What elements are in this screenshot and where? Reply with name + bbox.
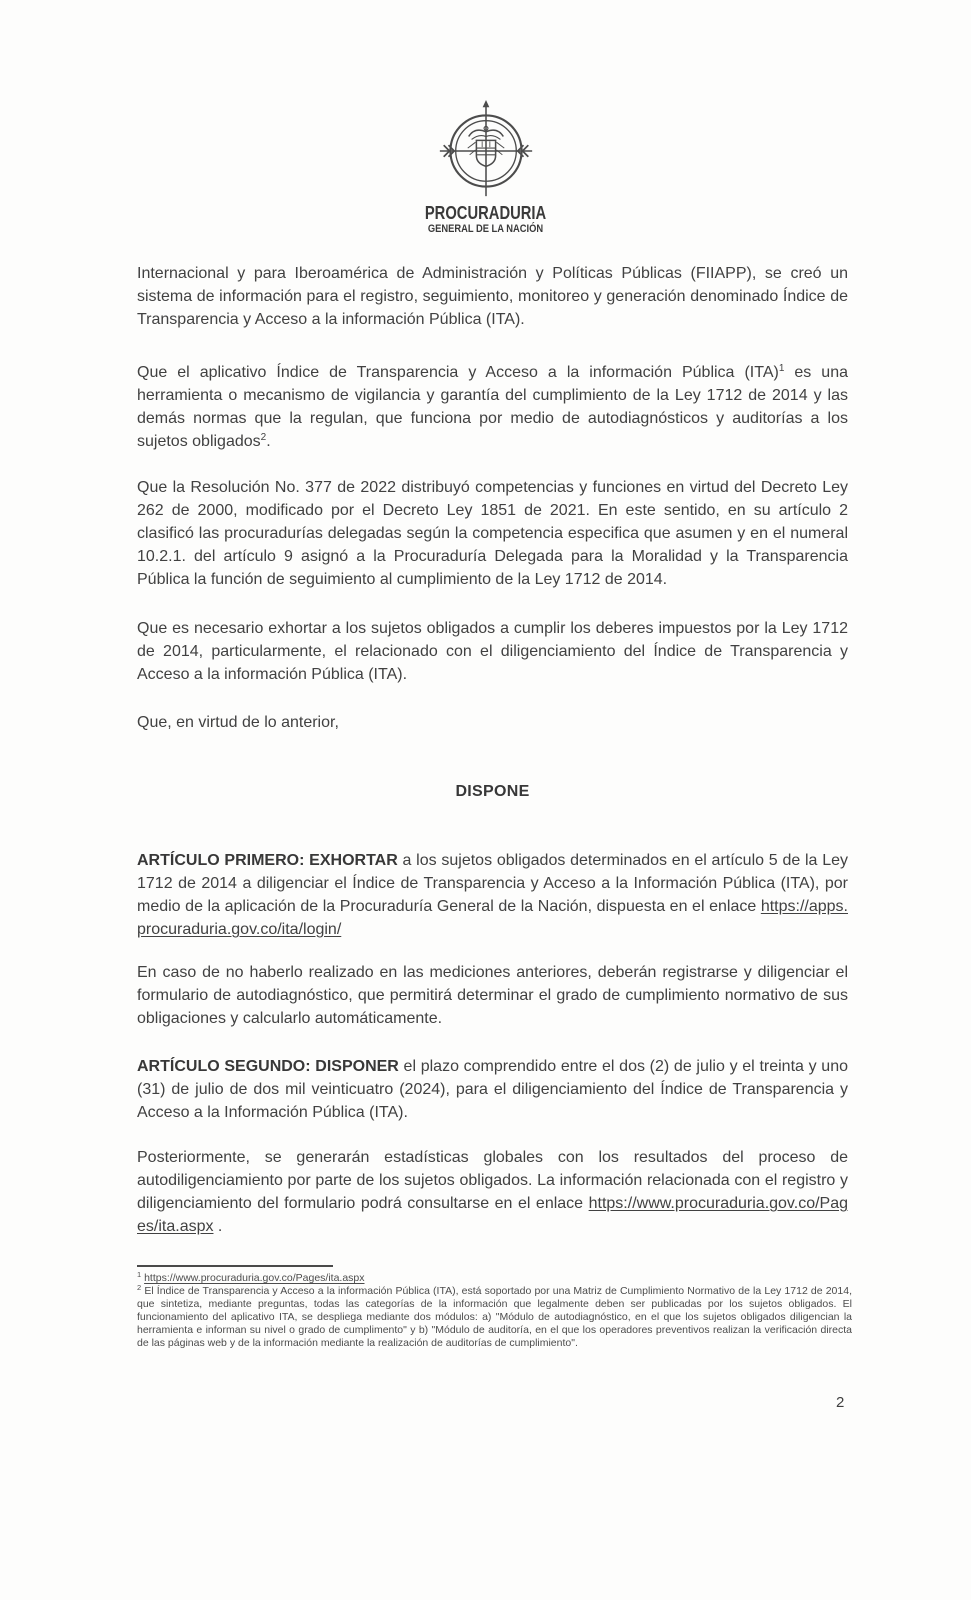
footnote-2 xyxy=(137,1285,852,1350)
paragraph-text: Que el aplicativo Índice de Transparencia y Acceso a la información Pública (ITA) xyxy=(137,364,779,381)
ita-login-link[interactable]: https://apps.procuraduria.gov.co/ita/login/ xyxy=(137,898,848,938)
paragraph-text: . xyxy=(213,1218,223,1235)
paragraph-en-caso xyxy=(137,961,848,1030)
footnote-2-text: El Índice de Transparencia y Acceso a la información Pública (ITA), está soportado por una Matriz de Cumplimiento Normativo de la Ley 1712 de 2014, que sintetiza, mediante preguntas, todas las categorías de la información que legalmente deben ser publicadas por los sujetos obligados. El funcionamiento del aplicativo ITA, se despliega mediante dos módulos: a) "Módulo de autodiagnóstico, en el que los sujetos obligados diligencian la herramienta e informan su nivel o grado de cumplimento" y b) "Módulo de auditoría, en el que los operadores preventivos realizan la verificación directa de las páginas web y de la información mediante la realización de auditorías de cumplimiento". xyxy=(137,1285,852,1349)
page-number: 2 xyxy=(836,1394,845,1411)
footnote-1-link[interactable]: https://www.procuraduria.gov.co/Pages/ita.aspx xyxy=(144,1272,365,1284)
org-name-secondary: GENERAL DE LA NACIÓN xyxy=(427,223,544,235)
articulo-primero-lead: ARTÍCULO PRIMERO: EXHORTAR xyxy=(137,852,398,869)
paragraph-text: el plazo comprendido entre el dos (2) de julio y el treinta y uno (31) de julio de dos mil veinticuatro (2024), para el diligenciamiento del Índice de Transparencia y Acceso a la Información Pública (ITA). xyxy=(137,1058,848,1121)
paragraph-posteriormente xyxy=(137,1146,848,1238)
paragraph-text: es una herramienta o mecanismo de vigilancia y garantía del cumplimiento de la Ley 1712 de 2014 y las demás normas que la regulan, que funciona por medio de autodiagnósticos y auditorías a los sujetos obligados xyxy=(137,364,848,450)
pgn-logo xyxy=(0,100,971,235)
pgn-seal-icon xyxy=(434,100,538,200)
footnote-1 xyxy=(137,1272,852,1285)
paragraph-intro-continuation xyxy=(137,262,848,331)
footnote-ref-2: 2 xyxy=(260,432,267,443)
paragraph-text: Que es necesario exhortar a los sujetos obligados a cumplir los deberes impuestos por la Ley 1712 de 2014, particularmente, el relacionado con el diligenciamiento del Índice de Transparencia y Acceso a la información Pública (ITA). xyxy=(137,620,848,683)
heading-text: DISPONE xyxy=(455,783,530,800)
paragraph-aplicativo-ita xyxy=(137,361,848,453)
ita-pages-link[interactable]: https://www.procuraduria.gov.co/Pages/ita.aspx xyxy=(137,1195,848,1235)
footnote-ref-1: 1 xyxy=(778,363,785,374)
paragraph-text: En caso de no haberlo realizado en las mediciones anteriores, deberán registrarse y diligenciar el formulario de autodiagnóstico, que permitirá determinar el grado de cumplimiento normativo de sus obligaciones y calcularlo automáticamente. xyxy=(137,964,848,1027)
paragraph-resolucion-377 xyxy=(137,476,848,591)
footnote-1-marker: 1 xyxy=(137,1270,142,1279)
org-name-primary: PROCURADURIA xyxy=(424,202,547,223)
paragraph-en-virtud xyxy=(137,711,848,734)
footnote-divider xyxy=(137,1265,333,1267)
paragraph-text: . xyxy=(266,433,271,450)
paragraph-text: Posteriormente, se generarán estadísticas globales con los resultados del proceso de autodiligenciamiento por parte de los sujetos obligados. La información relacionada con el registro y diligenciamiento del formulario podrá consultarse en el enlace xyxy=(137,1149,848,1212)
footnote-2-marker: 2 xyxy=(137,1283,142,1292)
paragraph-exhortar-necesario xyxy=(137,617,848,686)
paragraph-text: a los sujetos obligados determinados en el artículo 5 de la Ley 1712 de 2014 a diligenciar el Índice de Transparencia y Acceso a la Información Pública (ITA), por medio de la aplicación de la Procuraduría General de la Nación, dispuesta en el enlace xyxy=(137,852,849,915)
dispone-heading xyxy=(137,780,848,803)
paragraph-text: Internacional y para Iberoamérica de Administración y Políticas Públicas (FIIAPP), se creó un sistema de información para el registro, seguimiento, monitoreo y generación denominado Índice de Transparencia y Acceso a la información Pública (ITA). xyxy=(137,265,848,328)
paragraph-articulo-segundo xyxy=(137,1055,848,1124)
paragraph-text: Que, en virtud de lo anterior, xyxy=(137,714,339,731)
paragraph-articulo-primero xyxy=(137,849,848,941)
paragraph-text: Que la Resolución No. 377 de 2022 distribuyó competencias y funciones en virtud del Decreto Ley 262 de 2000, modificado por el Decreto Ley 1851 de 2021. En este sentido, en su artículo 2 clasificó las procuradurías delegadas según la competencia especifica que asumen y en el numeral 10.2.1. del artículo 9 asignó a la Procuraduría Delegada para la Moralidad y la Transparencia Pública la función de seguimiento al cumplimiento de la Ley 1712 de 2014. xyxy=(137,479,848,588)
articulo-segundo-lead: ARTÍCULO SEGUNDO: DISPONER xyxy=(137,1058,399,1075)
